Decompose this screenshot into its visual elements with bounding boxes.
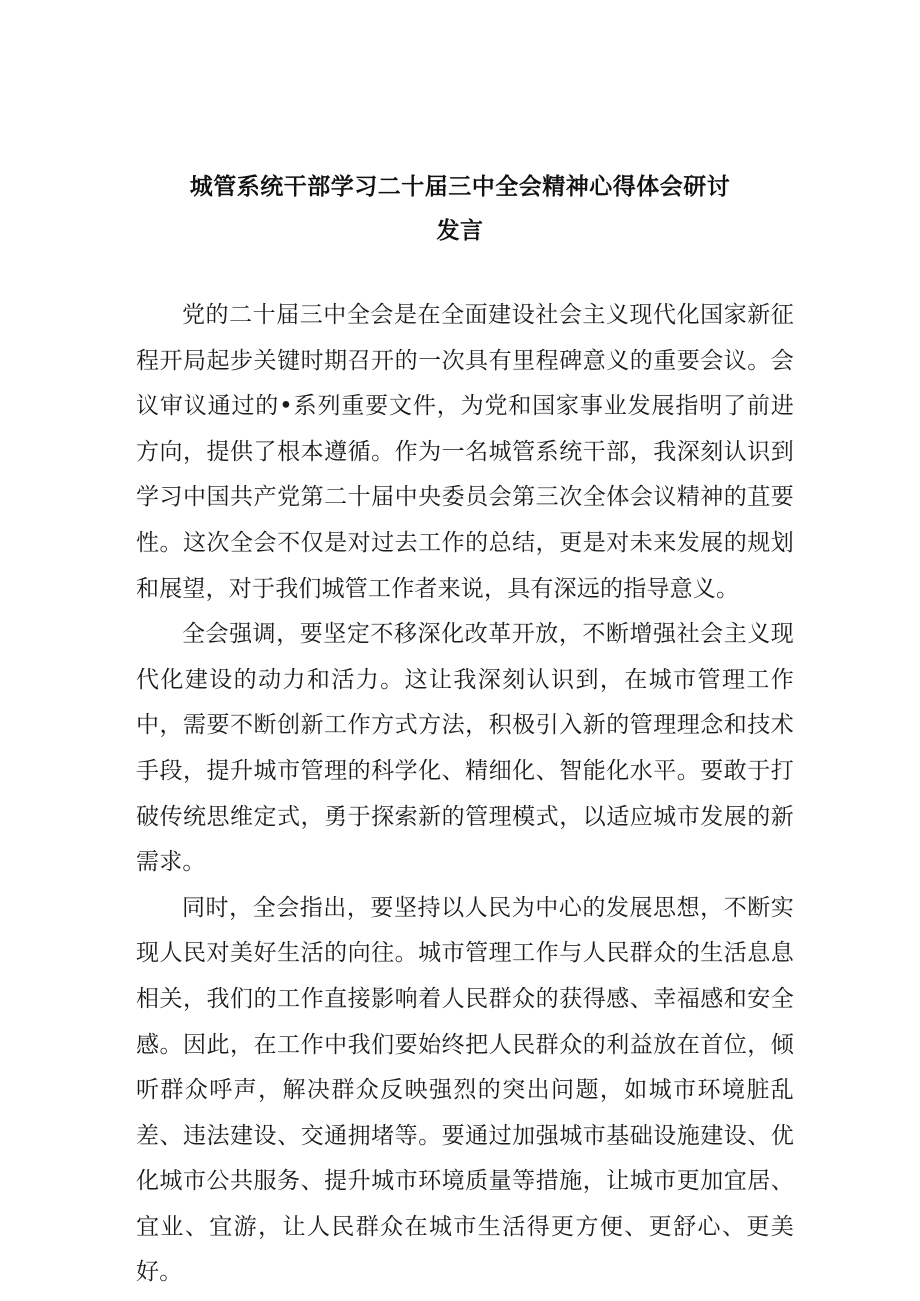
document-body (136, 293, 794, 1296)
document-title-line-2: 发言 (436, 218, 484, 244)
paragraph-3: 同时，全会指出，要坚持以人民为中心的发展思想，不断实现人民对美好生活的向往。城市管理工作与人民群众的生活息息相关，我们的工作直接影响着人民群众的获得感、幸福感和安全感。因此，在工作中我们要始终把人民群众的利益放在首位，倾听群众呼声，解决群众反映强烈的突出问题，如城市环境脏乱差、违法建设、交通拥堵等。要通过加强城市基础设施建设、优化城市公共服务、提升城市环境质量等措施，让城市更加宜居、宜业、宜游，让人民群众在城市生活得更方便、更舒心、更美好。 (136, 894, 794, 1286)
document-title-line-1: 城管系统干部学习二十届三中全会精神心得体会研讨 (189, 174, 731, 200)
paragraph-2: 全会强调，要坚定不移深化改革开放，不断增强社会主义现代化建设的动力和活力。这让我深刻认识到，在城市管理工作中，需要不断创新工作方式方法，积极引入新的管理理念和技术手段，提升城市管理的科学化、精细化、智能化水平。要敢于打破传统思维定式，勇于探索新的管理模式，以适应城市发展的新需求。 (136, 621, 794, 876)
paragraph-1: 党的二十届三中全会是在全面建设社会主义现代化国家新征程开局起步关键时期召开的一次具有里程碑意义的重要会议。会议审议通过的•系列重要文件，为党和国家事业发展指明了前进方向，提供了根本遵循。作为一名城管系统干部，我深刻认识到学习中国共产党第二十届中央委员会第三次全体会议精神的苴要性。这次全会不仅是对过去工作的总结，更是对未来发展的规划和展望，对于我们城管工作者来说，具有深远的指导意义。 (136, 302, 794, 602)
